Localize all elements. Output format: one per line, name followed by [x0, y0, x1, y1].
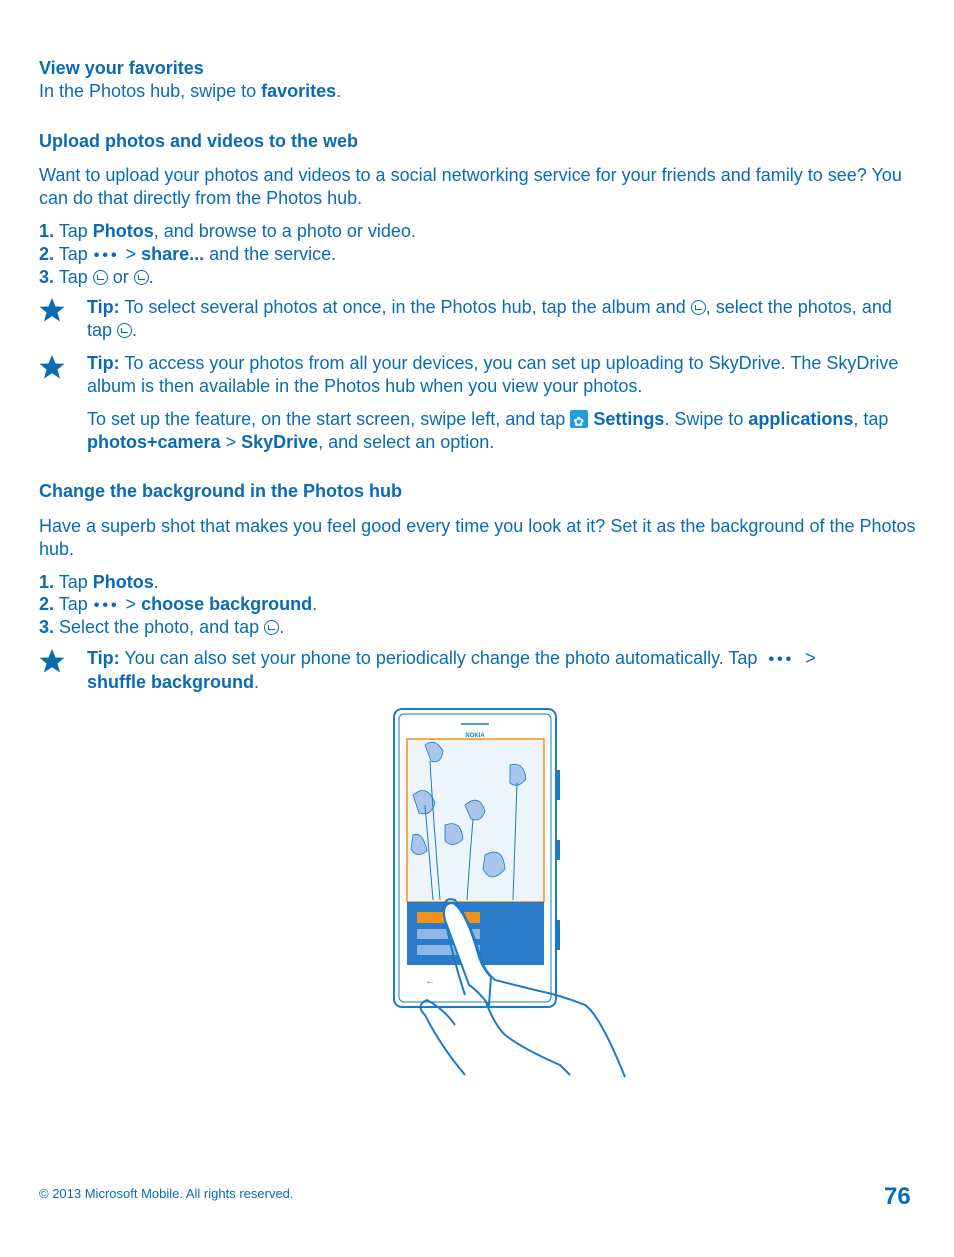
tip-shuffle: Tip: You can also set your phone to periodically change the photo automatically. Tap ••• > shuffle background.	[87, 648, 816, 692]
more-icon: •••	[93, 597, 120, 614]
page-number: 76	[884, 1183, 911, 1210]
favorites-instruction: In the Photos hub, swipe to favorites.	[39, 81, 342, 101]
heading-upload: Upload photos and videos to the web	[39, 131, 359, 151]
background-intro: Have a superb shot that makes you feel good every time you look at it? Set it as the background of the Photos hub.	[39, 516, 916, 559]
tip-star-icon	[39, 354, 65, 380]
bg-step-1: 1. Tap Photos.	[39, 572, 159, 592]
tip-star-icon	[39, 297, 65, 323]
upload-step-2: 2. Tap ••• > share... and the service.	[39, 243, 336, 267]
upload-icon	[117, 323, 132, 338]
more-icon: •••	[93, 247, 120, 264]
tip-skydrive-setup: To set up the feature, on the start screen, swipe left, and tap ✿ Settings. Swipe to applications, tap photos+camera > SkyDrive, and select an option.	[87, 408, 917, 454]
tip-star-icon	[39, 648, 65, 674]
copyright: © 2013 Microsoft Mobile. All rights reserved.	[39, 1186, 294, 1201]
more-icon: •••	[768, 651, 795, 668]
heading-change-background: Change the background in the Photos hub	[39, 481, 402, 501]
settings-icon	[570, 410, 588, 428]
bg-step-3: 3. Select the photo, and tap .	[39, 617, 285, 637]
phone-illustration	[385, 705, 635, 1080]
upload-step-1: 1. Tap Photos, and browse to a photo or video.	[39, 221, 416, 241]
select-list-icon	[691, 300, 706, 315]
checkmark-icon	[264, 620, 279, 635]
phone-brand: NOKIA	[465, 733, 485, 739]
upload-step-3: 3. Tap or .	[39, 267, 154, 287]
tip-select-several: Tip: To select several photos at once, in the Photos hub, tap the album and , select the photos, and tap .	[87, 297, 892, 340]
upload-intro: Want to upload your photos and videos to a social networking service for your friends and family to see? You can do that directly from the Photos hub.	[39, 165, 902, 208]
back-button-icon: ←	[425, 976, 435, 987]
tip-skydrive: Tip: To access your photos from all your devices, you can set up uploading to SkyDrive. The SkyDrive album is then available in the Photos hub when you view your photos.	[87, 353, 899, 396]
upload-alt-icon	[134, 270, 149, 285]
upload-icon	[93, 270, 108, 285]
bg-step-2: 2. Tap ••• > choose background.	[39, 593, 317, 617]
heading-view-favorites: View your favorites	[39, 58, 204, 78]
